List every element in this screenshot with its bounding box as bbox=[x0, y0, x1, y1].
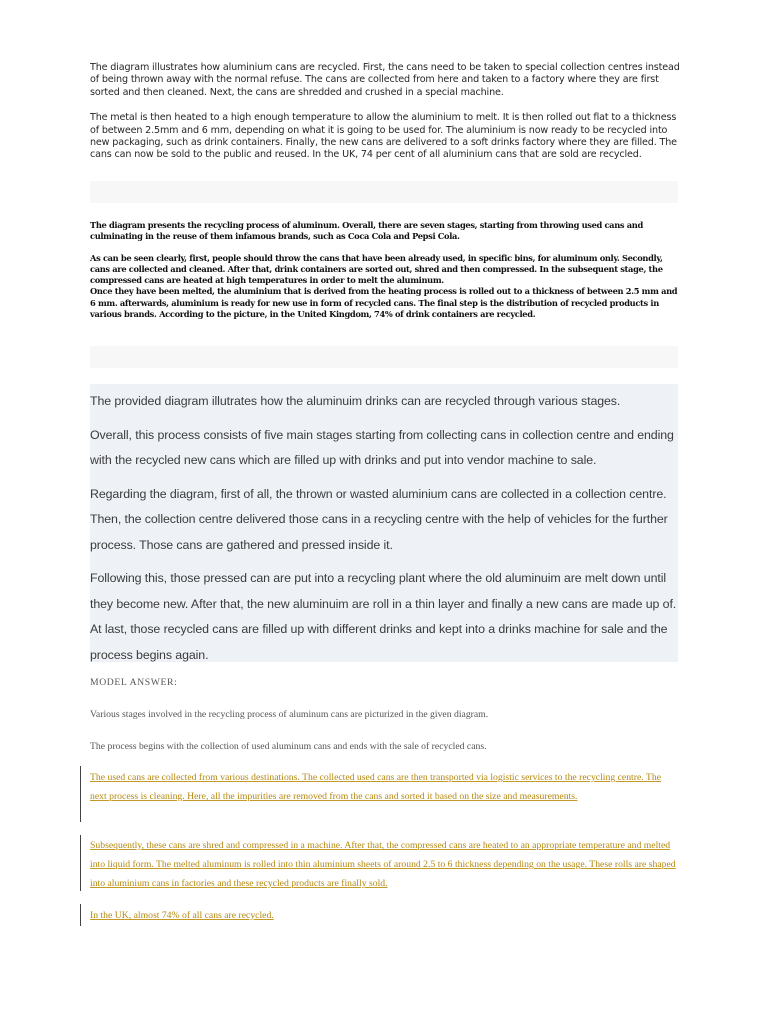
model-paragraph-3 bbox=[90, 768, 680, 806]
essay2-paragraph-1: The diagram presents the recycling process of aluminum. Overall, there are seven stages, starting from throwing used cans and culminating in the reuse of them infamous brands, such as Coca Cola and Pepsi Cola. bbox=[90, 220, 643, 242]
change-bar bbox=[80, 835, 81, 891]
essay1-paragraph-1: The diagram illustrates how aluminium cans are recycled. First, the cans need to be taken to special collection centres instead of being thrown away with the normal refuse. The cans are collected from here and taken to a factory where they are first sorted and then cleaned. Next, the cans are shredded and crushed in a special machine. bbox=[90, 62, 680, 98]
essay2-paragraph-2: As can be seen clearly, first, people should throw the cans that have been already used, in specific bins, for aluminum only. Secondly, cans are collected and cleaned. After that, drink containers are sorted out, shred and then compressed. In the subsequent stage, the compressed cans are heated at high temperatures in order to melt the aluminum. bbox=[90, 252, 663, 286]
essay3-paragraph-2: Overall, this process consists of five main stages starting from collecting cans in collection centre and ending with the recycled new cans which are filled up with drinks and put into vendor machine to sale. bbox=[90, 427, 674, 467]
essay-section-1 bbox=[90, 62, 680, 162]
separator-band bbox=[90, 346, 678, 368]
change-bar bbox=[80, 904, 81, 926]
model-paragraph-5 bbox=[90, 906, 680, 925]
change-bar bbox=[80, 766, 81, 822]
model-paragraph-4-text: Subsequently, these cans are shred and compressed in a machine. After that, the compressed cans are heated to an appropriate temperature and melted into liquid form. The melted aluminum is rolled into thin aluminium sheets of around 2.5 to 6 thickness depending on the usage. These rolls are shaped into aluminium cans in factories and these recycled products are finally sold. bbox=[90, 840, 676, 889]
essay2-paragraph-3: Once they have been melted, the aluminium that is derived from the heating process is rolled out to a thickness of between 2.5 mm and 6 mm. afterwards, aluminium is ready for new use in form of recycled cans. The final step is the distribution of recycled products in various brands. According to the picture, in the United Kingdom, 74% of drink containers are recycled. bbox=[90, 286, 678, 320]
essay3-paragraph-4: Following this, those pressed can are put into a recycling plant where the old aluminuim are melt down until they become new. After that, the new aluminuim are roll in a thin layer and finally a new cans are made up of. At last, those recycled cans are filled up with different drinks and kept into a drinks machine for sale and the process begins again. bbox=[90, 571, 677, 662]
model-paragraph-5-text: In the UK, almost 74% of all cans are recycled. bbox=[90, 910, 274, 921]
model-answer-heading: MODEL ANSWER: bbox=[90, 677, 178, 688]
model-paragraph-1: Various stages involved in the recycling process of aluminum cans are picturized in the given diagram. bbox=[90, 709, 489, 720]
model-paragraph-4 bbox=[90, 836, 680, 893]
essay-section-2 bbox=[90, 220, 680, 320]
essay3-paragraph-1: The provided diagram illutrates how the aluminuim drinks can are recycled through various stages. bbox=[90, 394, 621, 408]
essay1-paragraph-2: The metal is then heated to a high enough temperature to allow the aluminium to melt. It is then rolled out flat to a thickness of between 2.5mm and 6 mm, depending on what it is going to be used for. The aluminium is now ready to be recycled into new packaging, such as drink containers. Finally, the new cans are delivered to a soft drinks factory where they are filled. The cans can now be sold to the public and reused. In the UK, 74 per cent of all aluminium cans that are sold are recycled. bbox=[90, 112, 677, 161]
essay-section-3 bbox=[90, 384, 678, 662]
separator-band bbox=[90, 181, 678, 203]
essay3-paragraph-3: Regarding the diagram, first of all, the thrown or wasted aluminium cans are collected in a collection centre. Then, the collection centre delivered those cans in a recycling centre with the help of vehicles for the further process. Those cans are gathered and pressed inside it. bbox=[90, 486, 668, 552]
model-paragraph-2: The process begins with the collection of used aluminum cans and ends with the sale of recycled cans. bbox=[90, 741, 487, 752]
model-paragraph-3-text: The used cans are collected from various destinations. The collected used cans are then transported via logistic services to the recycling centre. The next process is cleaning. Here, all the impurities are removed from the cans and sorted it based on the size and measurements. bbox=[90, 772, 661, 802]
